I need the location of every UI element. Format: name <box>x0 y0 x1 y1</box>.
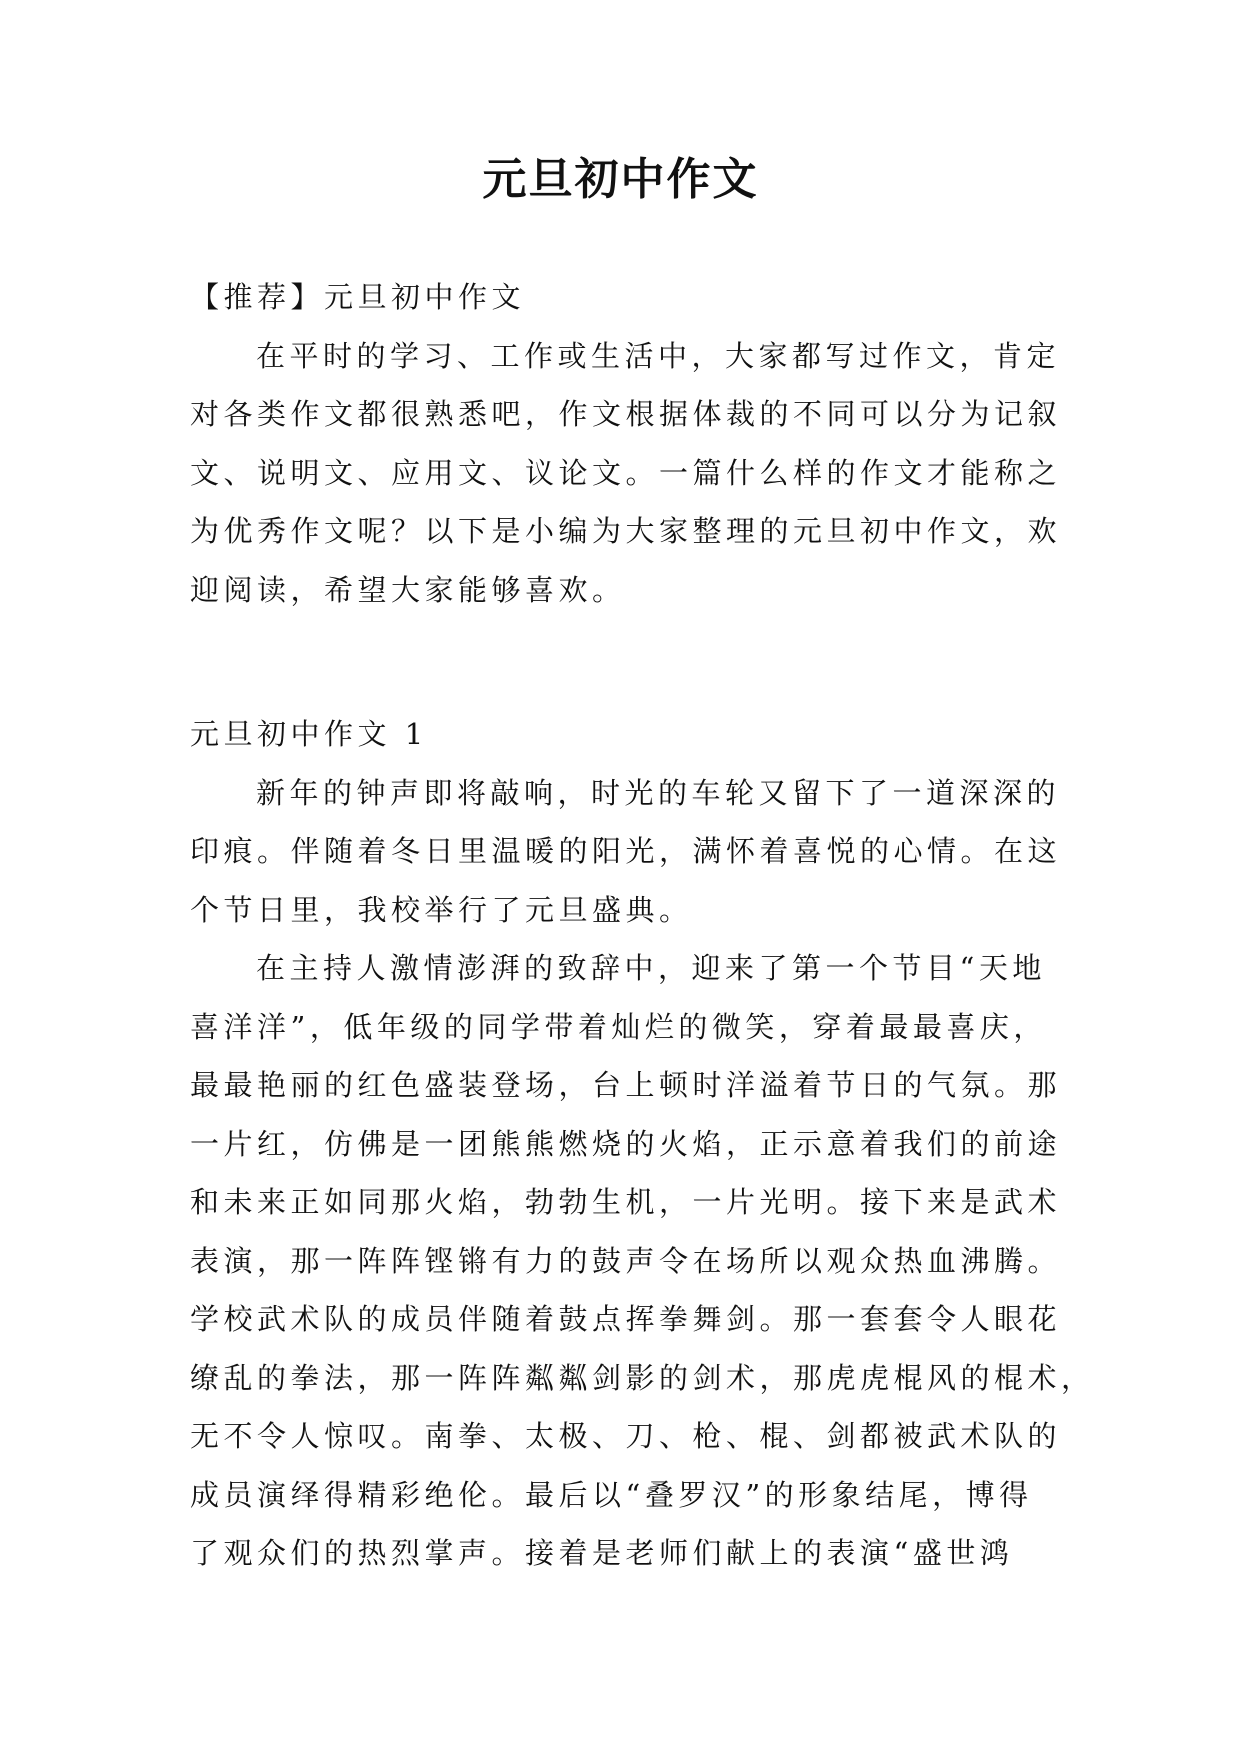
paragraph-line: 个节日里，我校举行了元旦盛典。 <box>190 892 693 927</box>
paragraph-line: 和未来正如同那火焰，勃勃生机，一片光明。接下来是武术 <box>190 1185 1062 1219</box>
paragraph-line: 表演，那一阵阵铿锵有力的鼓声令在场所以观众热血沸腾。 <box>190 1243 1062 1278</box>
paragraph-line: 学校武术队的成员伴随着鼓点挥拳舞剑。那一套套令人眼花 <box>190 1302 1062 1336</box>
paragraph-line: 在主持人激情澎湃的致辞中，迎来了第一个节目“天地 <box>256 951 1046 985</box>
paragraph-line: 喜洋洋”，低年级的同学带着灿烂的微笑，穿着最最喜庆， <box>190 1009 1047 1044</box>
paragraph-line: 缭乱的拳法，那一阵阵粼粼剑影的剑术，那虎虎棍风的棍术， <box>190 1360 1095 1395</box>
intro-heading: 【推荐】元旦初中作文 <box>190 280 526 314</box>
paragraph-line: 一片红，仿佛是一团熊熊燃烧的火焰，正示意着我们的前途 <box>190 1126 1062 1161</box>
page-title: 元旦初中作文 <box>482 154 759 205</box>
intro-line: 对各类作文都很熟悉吧，作文根据体裁的不同可以分为记叙 <box>190 397 1062 431</box>
paragraph-line: 新年的钟声即将敲响，时光的车轮又留下了一道深深的 <box>256 775 1061 810</box>
section-heading: 元旦初中作文 1 <box>190 717 428 751</box>
intro-line: 文、说明文、应用文、议论文。一篇什么样的作文才能称之 <box>190 455 1062 490</box>
paragraph-line: 最最艳丽的红色盛装登场，台上顿时洋溢着节日的气氛。那 <box>190 1068 1062 1102</box>
paragraph-line: 无不令人惊叹。南拳、太极、刀、枪、棍、剑都被武术队的 <box>190 1419 1062 1453</box>
section-1 <box>190 705 1095 1583</box>
intro-line: 迎阅读，希望大家能够喜欢。 <box>190 572 626 607</box>
intro-block <box>190 268 1062 619</box>
intro-line: 为优秀作文呢？以下是小编为大家整理的元旦初中作文，欢 <box>190 514 1062 548</box>
paragraph-line: 成员演绎得精彩绝伦。最后以“叠罗汉”的形象结尾，博得 <box>190 1477 1033 1512</box>
paragraph-line: 了观众们的热烈掌声。接着是老师们献上的表演“盛世鸿 <box>190 1536 1014 1570</box>
paragraph-line: 印痕。伴随着冬日里温暖的阳光，满怀着喜悦的心情。在这 <box>190 834 1062 868</box>
intro-line: 在平时的学习、工作或生活中，大家都写过作文，肯定 <box>256 338 1061 373</box>
